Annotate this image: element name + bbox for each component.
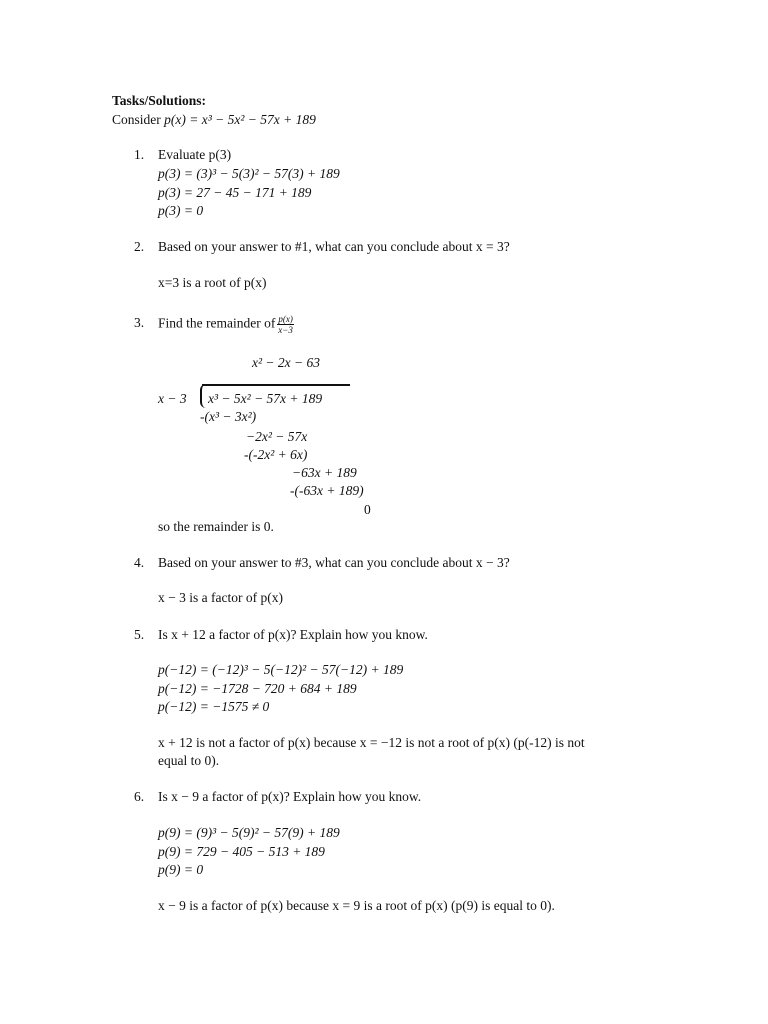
q3-conclusion: so the remainder is 0. bbox=[158, 519, 274, 534]
q5-prompt: Is x + 12 a factor of p(x)? Explain how you know. bbox=[158, 627, 428, 642]
q1-work-line: p(3) = 0 bbox=[158, 203, 204, 218]
q6-prompt: Is x − 9 a factor of p(x)? Explain how you know. bbox=[158, 789, 422, 804]
consider-prefix: Consider bbox=[112, 112, 165, 127]
q6-number: 6. bbox=[134, 789, 145, 804]
q6-work-line: p(9) = 0 bbox=[158, 862, 204, 877]
q4-prompt: Based on your answer to #3, what can you conclude about x − 3? bbox=[158, 555, 510, 570]
q5-answer-line: equal to 0). bbox=[158, 753, 220, 768]
q5-work-line: p(−12) = −1575 ≠ 0 bbox=[158, 699, 270, 714]
q1-work-line: p(3) = 27 − 45 − 171 + 189 bbox=[158, 185, 312, 200]
q4-answer: x − 3 is a factor of p(x) bbox=[158, 590, 283, 605]
fraction-numerator: p(x) bbox=[278, 314, 293, 324]
q1-work-line: p(3) = (3)³ − 5(3)² − 57(3) + 189 bbox=[158, 166, 340, 181]
q3-prompt: Find the remainder of bbox=[158, 315, 276, 331]
q1-number: 1. bbox=[134, 147, 145, 162]
q5-work-line: p(−12) = (−12)³ − 5(−12)² − 57(−12) + 189 bbox=[158, 662, 404, 677]
q6-answer: x − 9 is a factor of p(x) because x = 9 is a root of p(x) (p(9) is equal to 0). bbox=[158, 898, 555, 913]
consider-line bbox=[112, 111, 316, 129]
q5-work-line: p(−12) = −1728 − 720 + 684 + 189 bbox=[158, 681, 357, 696]
q5-answer-line: x + 12 is not a factor of p(x) because x = −12 is not a root of p(x) (p(-12) is not bbox=[158, 735, 585, 750]
q6-work-line: p(9) = (9)³ − 5(9)² − 57(9) + 189 bbox=[158, 825, 340, 840]
remainder-fraction bbox=[277, 314, 294, 335]
division-dividend: x³ − 5x² − 57x + 189 bbox=[208, 391, 323, 406]
division-step: -(x³ − 3x²) bbox=[200, 409, 257, 424]
q1-prompt: Evaluate p(3) bbox=[158, 147, 232, 162]
q5-number: 5. bbox=[134, 627, 145, 642]
polynomial-expression: p(x) = x³ − 5x² − 57x + 189 bbox=[164, 112, 316, 127]
page-heading: Tasks/Solutions: bbox=[112, 93, 207, 108]
division-step: −63x + 189 bbox=[292, 465, 357, 480]
q2-prompt: Based on your answer to #1, what can you conclude about x = 3? bbox=[158, 239, 510, 254]
q4-number: 4. bbox=[134, 555, 145, 570]
division-remainder: 0 bbox=[364, 502, 371, 517]
division-divisor: x − 3 bbox=[158, 391, 187, 406]
q2-number: 2. bbox=[134, 239, 145, 254]
fraction-denominator: x−3 bbox=[278, 325, 293, 335]
q3-number: 3. bbox=[134, 315, 145, 330]
q6-work-line: p(9) = 729 − 405 − 513 + 189 bbox=[158, 844, 325, 859]
division-step: -(-2x² + 6x) bbox=[244, 447, 308, 462]
division-step: −2x² − 57x bbox=[246, 429, 308, 444]
division-step: -(-63x + 189) bbox=[290, 483, 364, 498]
division-quotient: x² − 2x − 63 bbox=[252, 355, 321, 370]
q3-prompt-line bbox=[158, 314, 294, 335]
q2-answer: x=3 is a root of p(x) bbox=[158, 275, 267, 290]
